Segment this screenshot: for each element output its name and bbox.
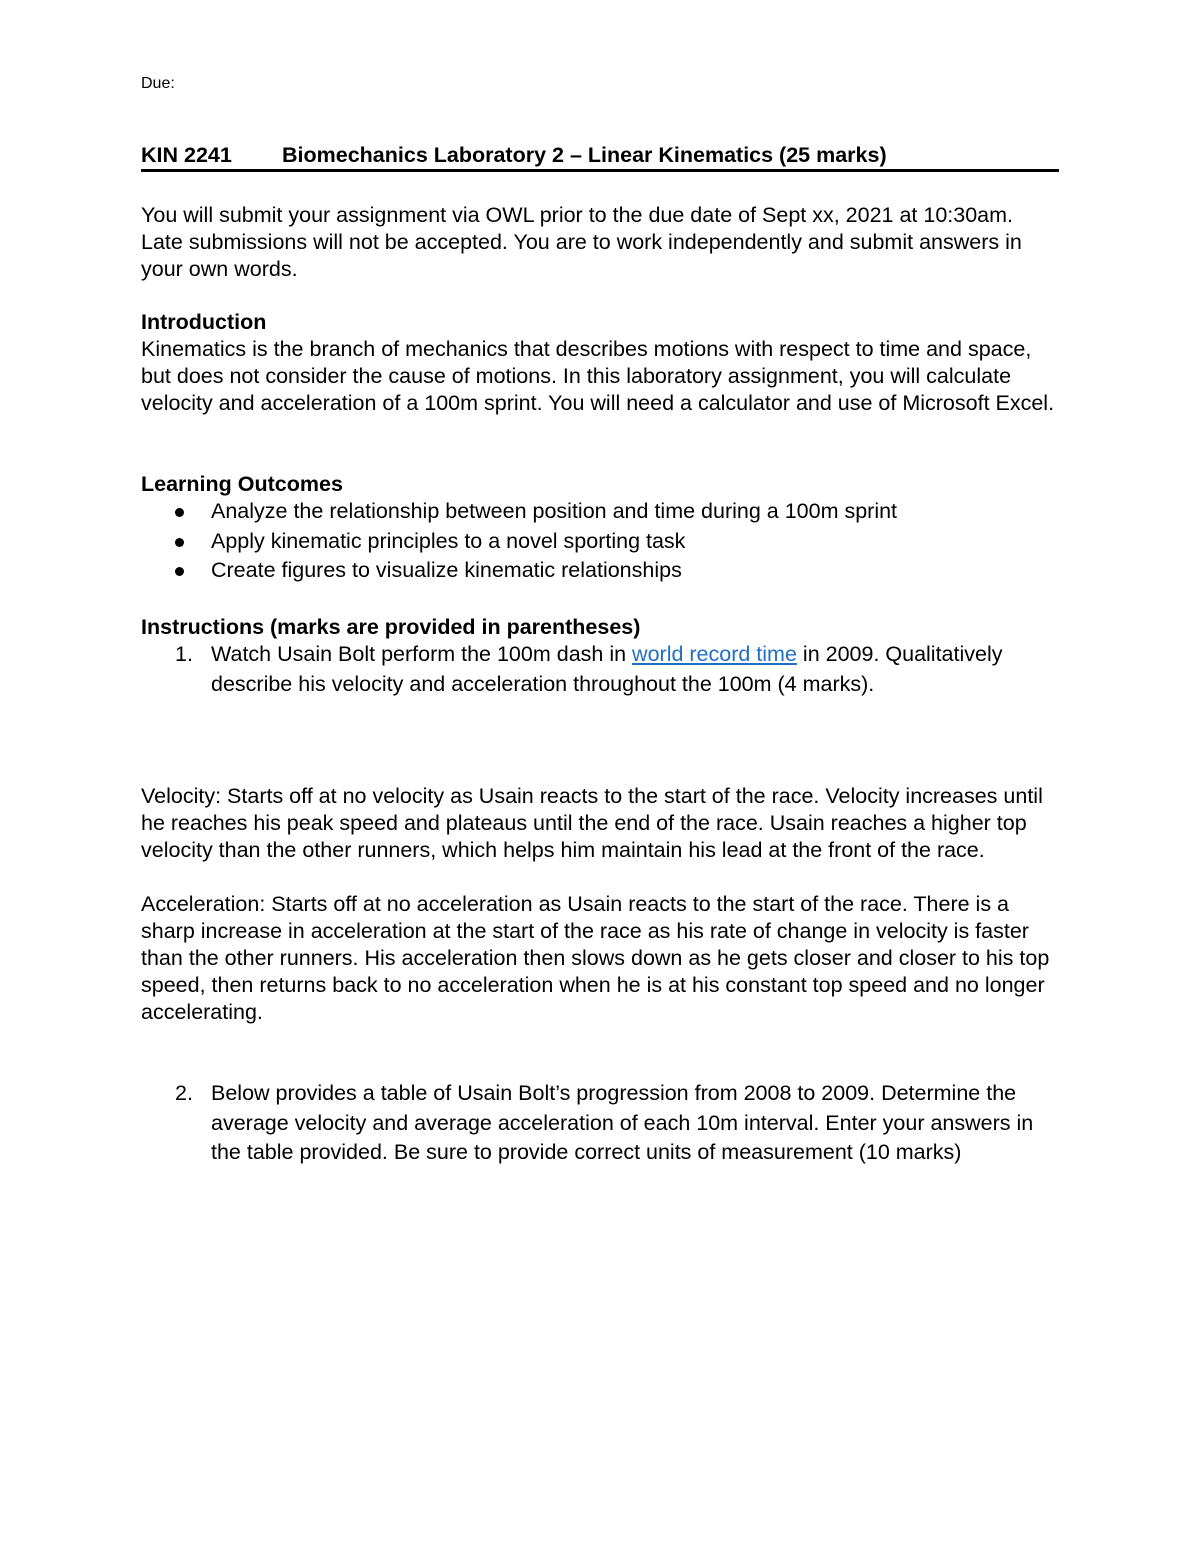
due-label: Due:	[141, 75, 175, 92]
learning-outcomes-heading: Learning Outcomes	[141, 472, 343, 496]
course-code: KIN 2241	[141, 143, 232, 167]
question-2	[141, 1079, 1059, 1168]
question-1: 1. Watch Usain Bolt perform the 100m dash in world record time in 2009. Qualitatively describe his velocity and acceleration throughout the 100m (4 marks).	[175, 642, 1003, 696]
question-2-number: 2.	[175, 1081, 193, 1105]
instructions-heading: Instructions (marks are provided in parentheses)	[141, 615, 641, 639]
world-record-link[interactable]: world record time	[632, 642, 797, 666]
introduction-body: Kinematics is the branch of mechanics that describes motions with respect to time and space, but does not consider the cause of motions. In this laboratory assignment, you will calculate velocity and acceleration of a 100m sprint. You will need a calculator and use of Microsoft Excel.	[141, 337, 1055, 415]
acceleration-answer: Acceleration: Starts off at no acceleration as Usain reacts to the start of the race. There is a sharp increase in acceleration at the start of the race as his rate of change in velocity is faster than the other runners. His acceleration then slows down as he gets closer and closer to his top speed, then returns back to no acceleration when he is at his constant top speed and no longer accelerating.	[141, 892, 1050, 1024]
list-item: Create figures to visualize kinematic relationships	[141, 556, 1059, 586]
question-2-text: Below provides a table of Usain Bolt’s progression from 2008 to 2009. Determine the average velocity and average acceleration of each 10m interval. Enter your answers in the table provided. Be sure to provide correct units of measurement (10 marks)	[211, 1081, 1034, 1164]
introduction-heading: Introduction	[141, 310, 267, 334]
submission-paragraph: You will submit your assignment via OWL prior to the due date of Sept xx, 2021 at 10:30am. Late submissions will not be accepted. You are to work independently and submit answers in your own words.	[141, 203, 1022, 281]
velocity-answer: Velocity: Starts off at no velocity as Usain reacts to the start of the race. Velocity increases until he reaches his peak speed and plateaus until the end of the race. Usain reaches a higher top velocity than the other runners, which helps him maintain his lead at the front of the race.	[141, 784, 1043, 862]
list-item: Analyze the relationship between position and time during a 100m sprint	[141, 497, 1059, 527]
question-1-number: 1.	[175, 642, 193, 666]
lab-title: Biomechanics Laboratory 2 – Linear Kinematics (25 marks)	[282, 143, 887, 167]
bullet-icon	[175, 508, 184, 517]
bullet-icon	[175, 567, 184, 576]
learning-outcomes-list	[141, 497, 1059, 586]
bullet-icon	[175, 538, 184, 547]
list-item: Apply kinematic principles to a novel sporting task	[141, 527, 1059, 557]
document-title	[141, 143, 1059, 172]
